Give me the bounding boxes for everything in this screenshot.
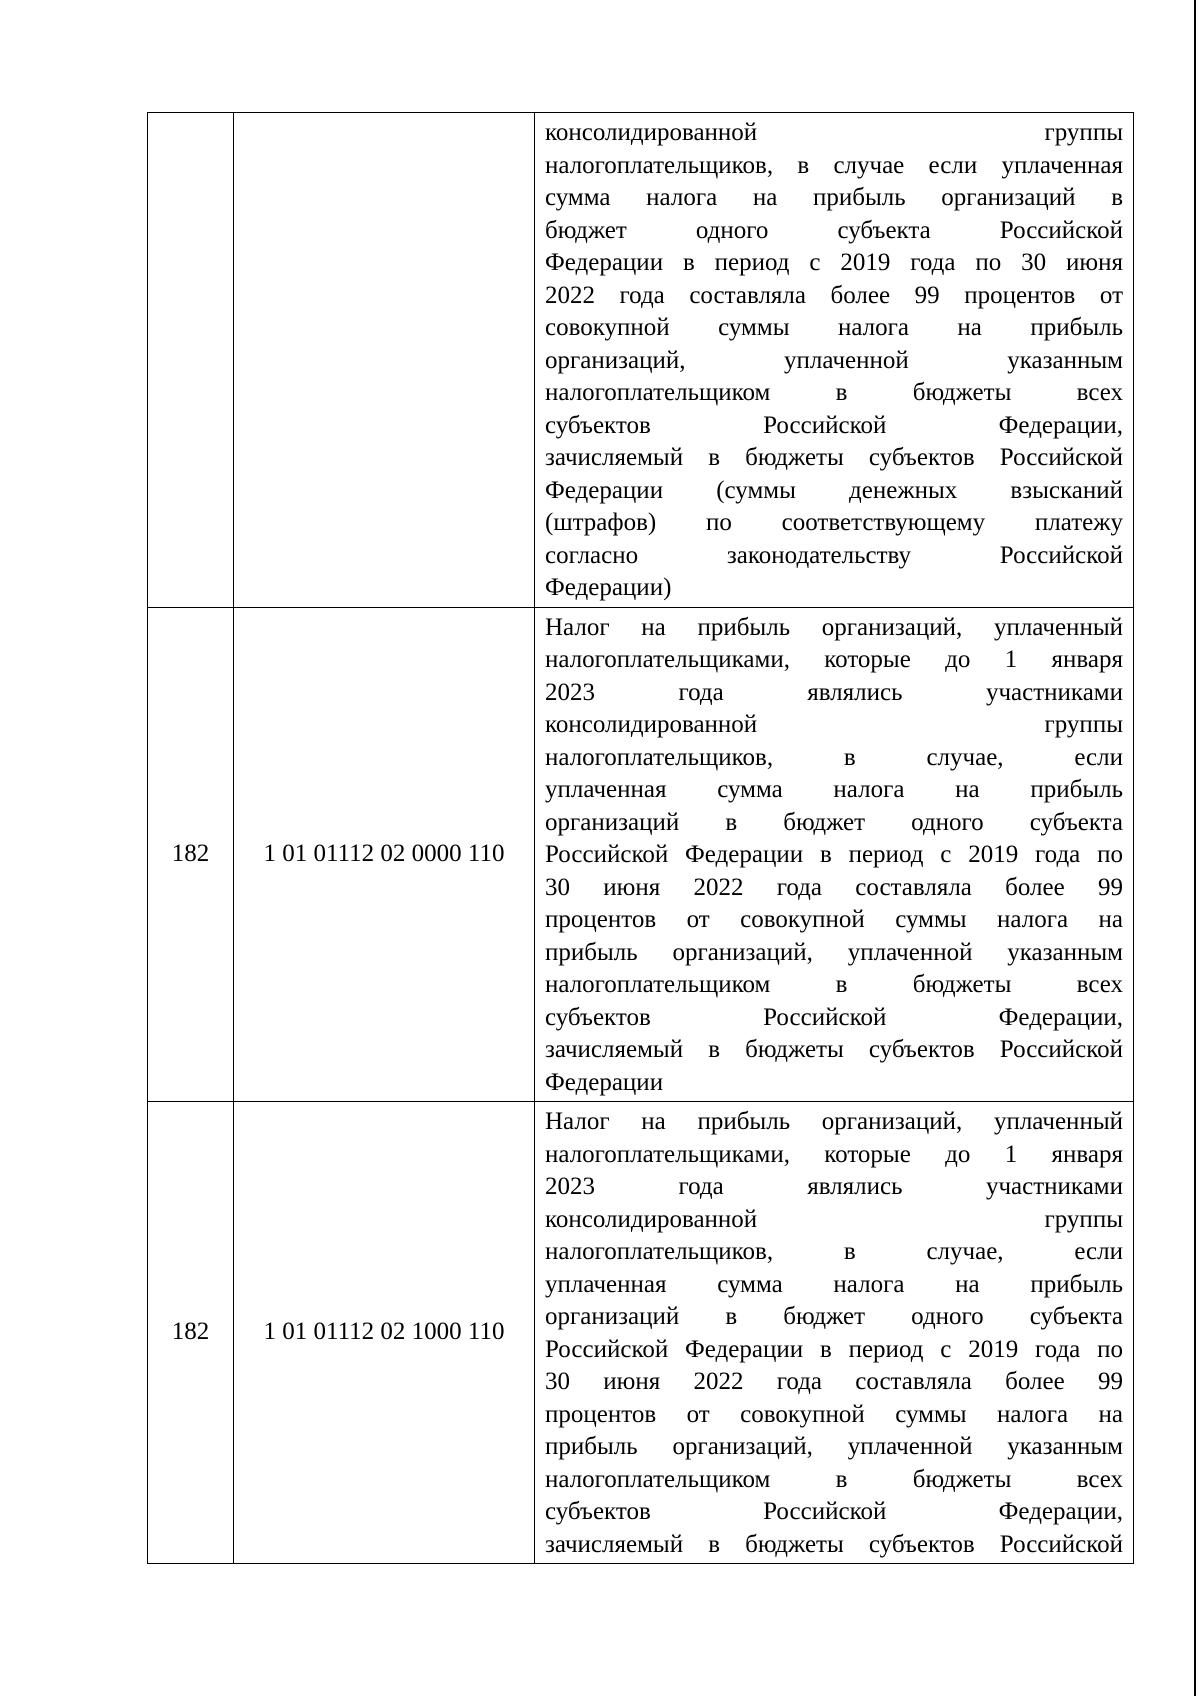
kbk-code-cell: 1 01 01112 02 1000 110	[234, 1102, 535, 1564]
description-line: организаций, уплаченной указанным	[545, 346, 1123, 374]
description-line: консолидированной группы	[545, 711, 1123, 738]
description-line: Российской Федерации в период с 2019 года по	[545, 841, 1123, 868]
description-line: налогоплательщиками, которые до 1 января	[545, 646, 1123, 673]
admin-code-cell	[148, 113, 234, 608]
description-line: 30 июня 2022 года составляла более 99	[545, 1368, 1123, 1395]
admin-code-cell: 182	[148, 1102, 234, 1564]
description-line: консолидированной группы	[545, 119, 1123, 146]
description-line: налогоплательщиком в бюджеты всех	[545, 971, 1123, 998]
page-edge-line	[1194, 0, 1196, 1696]
table-row	[148, 607, 1134, 1102]
description-line: организаций в бюджет одного субъекта	[545, 1303, 1123, 1330]
description-line: 2023 года являлись участниками	[545, 1173, 1123, 1200]
description-cell	[535, 1102, 1134, 1564]
kbk-code-cell: 1 01 01112 02 0000 110	[234, 607, 535, 1102]
description-line: 2022 года составляла более 99 процентов от	[545, 281, 1123, 309]
table-row	[148, 1102, 1134, 1564]
description-line: Федерации)	[545, 574, 672, 601]
description-line: налогоплательщиком в бюджеты всех	[545, 379, 1123, 406]
budget-classification-table	[147, 112, 1134, 1564]
kbk-code-cell	[234, 113, 535, 608]
description-line: налогоплательщиком в бюджеты всех	[545, 1465, 1123, 1493]
description-line: Российской Федерации в период с 2019 года по	[545, 1335, 1123, 1363]
description-line: консолидированной группы	[545, 1205, 1123, 1233]
description-line: прибыль организаций, уплаченной указанным	[545, 938, 1123, 966]
description-line: субъектов Российской Федерации,	[545, 411, 1123, 439]
admin-code-cell: 182	[148, 607, 234, 1102]
description-line: уплаченная сумма налога на прибыль	[545, 776, 1123, 803]
description-cell	[535, 113, 1134, 608]
description-line: налогоплательщиками, которые до 1 января	[545, 1140, 1123, 1168]
description-line: 2023 года являлись участниками	[545, 678, 1123, 706]
description-line: зачисляемый в бюджеты субъектов Российской	[545, 1530, 1123, 1558]
description-line: 30 июня 2022 года составляла более 99	[545, 873, 1123, 901]
description-line: Федерации	[545, 1068, 664, 1096]
description-line: налогоплательщиков, в случае если уплаченная	[545, 151, 1123, 179]
description-line: организаций в бюджет одного субъекта	[545, 808, 1123, 836]
description-line: (штрафов) по соответствующему платежу	[545, 509, 1123, 536]
description-line: зачисляемый в бюджеты субъектов Российской	[545, 1036, 1123, 1063]
description-line: сумма налога на прибыль организаций в	[545, 184, 1123, 211]
description-line: зачисляемый в бюджеты субъектов Российской	[545, 444, 1123, 471]
table-body	[148, 113, 1134, 1564]
description-line: налогоплательщиков, в случае, если	[545, 743, 1123, 771]
description-line: совокупной суммы налога на прибыль	[545, 314, 1123, 341]
description-line: налогоплательщиков, в случае, если	[545, 1238, 1123, 1265]
description-cell	[535, 607, 1134, 1102]
table-row	[148, 113, 1134, 608]
description-line: Налог на прибыль организаций, уплаченный	[545, 613, 1123, 641]
description-line: Федерации (суммы денежных взысканий	[545, 476, 1123, 504]
description-line: процентов от совокупной суммы налога на	[545, 1400, 1123, 1428]
description-line: Налог на прибыль организаций, уплаченный	[545, 1108, 1123, 1135]
description-line: субъектов Российской Федерации,	[545, 1498, 1123, 1525]
description-line: уплаченная сумма налога на прибыль	[545, 1270, 1123, 1298]
description-line: согласно законодательству Российской	[545, 541, 1123, 569]
description-line: бюджет одного субъекта Российской	[545, 216, 1123, 244]
description-line: прибыль организаций, уплаченной указанным	[545, 1433, 1123, 1460]
description-line: процентов от совокупной суммы налога на	[545, 906, 1123, 933]
description-line: Федерации в период с 2019 года по 30 июня	[545, 249, 1123, 276]
description-line: субъектов Российской Федерации,	[545, 1003, 1123, 1031]
